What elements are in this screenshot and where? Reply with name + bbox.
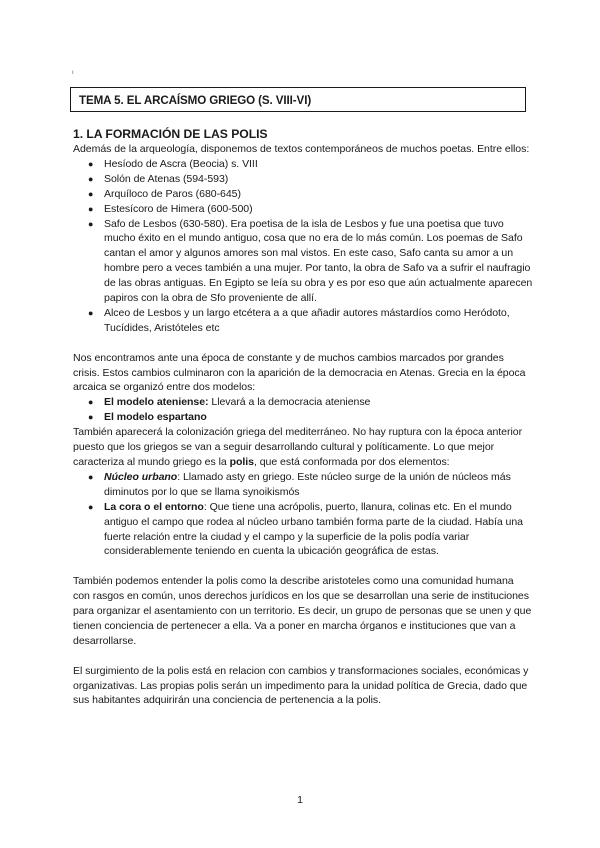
element-label: La cora o el entorno — [104, 500, 204, 513]
paragraph-gap — [73, 649, 533, 664]
topic-title: TEMA 5. EL ARCAÍSMO GRIEGO (S. VIII-VI) — [79, 94, 312, 107]
list-item-text: Estesícoro de Himera (600-500) — [104, 202, 253, 215]
document-body — [73, 127, 533, 708]
model-label: El modelo espartano — [104, 411, 207, 424]
model-text: Llevará a la democracia ateniense — [208, 396, 371, 409]
bullet-icon: ● — [88, 471, 94, 482]
emergence-paragraph: El surgimiento de la polis está en relacion con cambios y transformaciones sociales, económicas y organizativas. Las propias polis serán un impedimento para la unidad política de Grecia, dado que sus habitantes adquirirán una conciencia de pertenencia a la polis. — [73, 664, 529, 707]
bullet-icon: ● — [88, 188, 94, 199]
poets-list — [73, 157, 533, 336]
list-item-text: Safo de Lesbos (630-580). Era poetisa de la isla de Lesbos y fue una poetisa que tuvo mucho éxito en el mundo antiguo, cosa que no era de lo más común. Los poemas de Safo cantan el amor y algunos amores son mal vistos. En este caso, Safo canta su amor a un hombre pero a veces también a una mujer. Por tanto, la obra de Safo va a sufrir el naufragio de las obras antiguas. En Egipto se leía su obra y es por eso que aún actualmente aparecen papiros con la obra de Sfo proveniente de allí. — [104, 217, 533, 305]
model-label: El modelo ateniense: — [104, 396, 209, 409]
element-text: : Que tiene una acrópolis, puerto, llanura, colinas etc. En el mundo antiguo el campo que rodea al núcleo urbano también forma parte de la ciudad. Había una fuerte relación entre la ciudad y el campo y la superficie de la polis podía variar considerablemente teniendo en cuenta la ubicación geográfica de estas. — [104, 500, 523, 558]
models-list — [73, 395, 533, 425]
paragraph-gap — [73, 559, 533, 574]
bullet-icon: ● — [88, 173, 94, 184]
list-item — [88, 470, 533, 500]
element-label: Núcleo urbano — [104, 470, 178, 483]
list-item-text: Solón de Atenas (594-593) — [104, 172, 229, 185]
bullet-icon: ● — [88, 158, 94, 169]
list-item-text: Alceo de Lesbos y un largo etcétera a a que añadir autores mástardíos como Heródoto, Tucídides, Aristóteles etc — [104, 306, 510, 334]
bullet-icon: ● — [88, 307, 94, 318]
page-number: 1 — [297, 794, 303, 806]
intro-paragraph: Además de la arqueología, disponemos de textos contemporáneos de muchos poetas. Entre ellos: — [73, 143, 530, 155]
bullet-icon: ● — [88, 218, 94, 229]
list-item — [88, 202, 533, 217]
list-item — [88, 306, 533, 336]
list-item — [88, 500, 533, 560]
list-item — [88, 395, 533, 410]
list-item — [88, 217, 533, 306]
bullet-icon: ● — [88, 203, 94, 214]
list-item-text: Hesíodo de Ascra (Beocia) s. VIII — [104, 157, 258, 170]
elements-list — [73, 470, 533, 559]
list-item — [88, 187, 533, 202]
changes-paragraph: Nos encontramos ante una época de constante y de muchos cambios marcados por grandes crisis. Estos cambios culminaron con la aparición de la democracia en Atenas. Grecia en la época arcaica se organizó entre dos modelos: — [73, 351, 526, 394]
list-item — [88, 172, 533, 187]
colonization-paragraph — [73, 425, 533, 470]
list-item — [88, 410, 533, 425]
bullet-icon: ● — [88, 501, 94, 512]
bullet-icon: ● — [88, 397, 94, 408]
paragraph-gap — [73, 336, 533, 351]
colonization-text: También aparecerá la colonización griega del mediterráneo. No hay ruptura con la época anterior puesto que los griegos se van a seguir desarrollando cultural y políticamente. Lo que mejor caracteriza al mundo griego es la — [73, 426, 523, 469]
corner-mark: ı — [72, 70, 74, 76]
section-heading: 1. LA FORMACIÓN DE LAS POLIS — [73, 127, 268, 141]
colonization-text-end: , que está conformada por dos elementos: — [253, 456, 450, 469]
topic-title-box — [70, 87, 526, 112]
list-item-text: Arquíloco de Paros (680-645) — [104, 187, 241, 200]
community-paragraph: También podemos entender la polis como la describe aristoteles como una comunidad humana con rasgos en común, unos derechos jurídicos en los que se desarrollan una serie de instituciones para organizar el asentamiento con un territorio. Es decir, un grupo de personas que se unen y que tienen conciencia de pertenecer a ella. Va a poner en marcha órganos e instituciones que van a desarrollarse. — [73, 575, 532, 647]
element-text: : Llamado asty en griego. Este núcleo surge de la unión de núcleos más diminutos por lo que se llama synoikismós — [104, 470, 511, 498]
list-item — [88, 157, 533, 172]
bullet-icon: ● — [88, 412, 94, 423]
polis-term: polis — [229, 456, 254, 469]
